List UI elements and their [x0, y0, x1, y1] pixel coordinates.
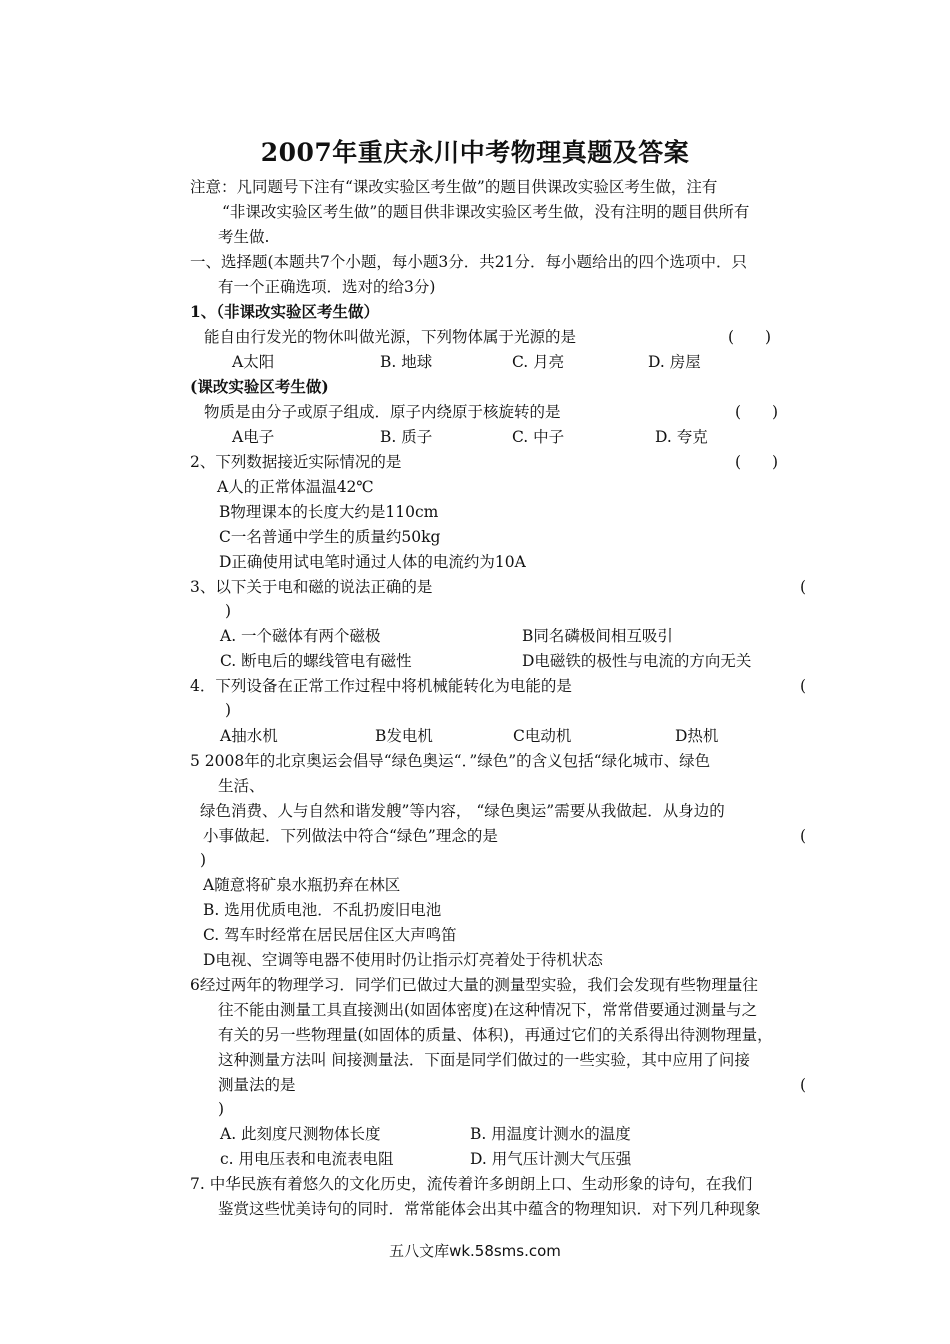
q3-paren-open: ( — [800, 578, 807, 596]
q6-option-a: A. 此刻度尺测物体长度 — [220, 1125, 381, 1143]
q1-option-c: C. 月亮 — [512, 353, 565, 371]
q5-line-1: 5 2008年的北京奥运会倡导“绿色奥运“．”绿色”的含义包括“绿化城市、绿色 — [190, 752, 711, 770]
q6-line-1: 6经过两年的物理学习．同学们已做过大量的测量型实验，我们会发现有些物理量往 — [190, 976, 758, 994]
q1-stem: 能自由行发光的物休叫做光源，下列物体属于光源的是 — [204, 328, 577, 346]
q2-option-b: B物理课本的长度大约是110cm — [219, 503, 439, 521]
notice-line-3: 考生做. — [218, 228, 270, 246]
q5-paren-open: ( — [800, 827, 807, 845]
q5-option-c: C. 驾车时经常在居民居住区大声鸣笛 — [203, 926, 457, 944]
q2-option-a: A人的正常体温温42℃ — [217, 478, 374, 496]
q2-stem: 2、下列数据接近实际情况的是 — [190, 453, 402, 471]
q5-option-d: D电视、空调等电器不使用时仍让指示灯亮着处于待机状态 — [203, 951, 603, 969]
q1-option2-b: B. 质子 — [380, 428, 433, 446]
footer-watermark: 五八文库wk.58sms.com — [389, 1242, 561, 1260]
q6-line-4: 这种测量方法叫 间接测量法．下面是同学们做过的一些实验，其中应用了问接 — [218, 1051, 750, 1069]
q5-paren-close: ) — [200, 851, 207, 869]
q6-line-2: 往不能由测量工具直接测出(如固体密度)在这种情况下，常常借要通过测量与之 — [218, 1001, 758, 1019]
q3-option-c: C. 断电后的螺线管电有磁性 — [220, 652, 412, 670]
q3-option-b: B同名磷极间相互吸引 — [522, 627, 673, 645]
q5-option-a: A随意将矿泉水瓶扔弃在林区 — [203, 876, 401, 894]
q6-paren-open: ( — [800, 1076, 807, 1094]
q1-option-a: A太阳 — [232, 353, 275, 371]
q4-option-d: D热机 — [675, 727, 719, 745]
q2-option-c: C一名普通中学生的质量约50kg — [219, 528, 441, 546]
page-title: 2007年重庆永川中考物理真题及答案 — [260, 138, 690, 167]
notice-line-1: 注意：凡同题号下注有“课改实验区考生做”的题目供课改实验区考生做，注有 — [190, 178, 718, 196]
notice-line-2: “非课改实验区考生做”的题目供非课改实验区考生做，没有注明的题目供所有 — [222, 203, 750, 221]
q4-option-a: A抽水机 — [220, 727, 278, 745]
q3-paren-close: ) — [225, 602, 232, 620]
q1-head: 1、（非课改实验区考生做） — [190, 302, 380, 321]
q4-option-b: B发电机 — [375, 727, 433, 745]
q1-option2-d: D. 夸克 — [655, 428, 708, 446]
q6-option-d: D. 用气压计测大气压强 — [470, 1150, 632, 1168]
q1-option-b: B. 地球 — [380, 353, 433, 371]
q5-option-b: B. 选用优质电池．不乱扔废旧电池 — [203, 901, 442, 919]
q1-option2-c: C. 中子 — [512, 428, 565, 446]
q1-head-2: (课改实验区考生做) — [190, 377, 329, 396]
q6-option-c: c. 用电压表和电流表电阻 — [220, 1150, 394, 1168]
q4-paren-close: ) — [225, 701, 232, 719]
q3-stem: 3、以下关于电和磁的说法正确的是 — [190, 578, 433, 596]
q1-answer-paren-2: ( ) — [735, 403, 779, 421]
q5-line-2: 生活、 — [218, 777, 265, 795]
q5-line-3: 绿色消费、人与自然和谐发艘”等内容， “绿色奥运”需要从我做起．从身边的 — [200, 802, 725, 820]
q4-paren-open: ( — [800, 677, 807, 695]
q1-answer-paren: ( ) — [728, 328, 772, 346]
section-heading-line-2: 有一个正确选项．选对的给3分) — [218, 278, 436, 296]
q2-answer-paren: ( ) — [735, 453, 779, 471]
q1-option-d: D. 房屋 — [648, 353, 701, 371]
q6-line-3: 有关的另一些物理量(如固体的质量、体积)，再通过它们的关系得出待测物理量， — [218, 1026, 773, 1044]
q6-option-b: B. 用温度计测水的温度 — [470, 1125, 631, 1143]
q7-line-1: 7. 中华民族有着悠久的文化历史，流传着许多朗朗上口、生动形象的诗句，在我们 — [190, 1175, 753, 1193]
q5-line-4: 小事做起．下列做法中符合“绿色”理念的是 — [203, 827, 498, 845]
q3-option-a: A. 一个磁体有两个磁极 — [220, 627, 381, 645]
q7-line-2: 鉴赏这些忧美诗句的同时．常常能体会出其中蕴含的物理知识．对下列几种现象 — [218, 1200, 761, 1218]
q4-stem: 4．下列设备在正常工作过程中将机械能转化为电能的是 — [190, 677, 572, 695]
q6-paren-close: ) — [218, 1100, 225, 1118]
q6-line-5: 测量法的是 — [218, 1076, 296, 1094]
q1-option2-a: A电子 — [232, 428, 275, 446]
section-heading-line-1: 一、选择题(本题共7个小题，每小题3分．共21分．每小题给出的四个选项中．只 — [190, 253, 747, 271]
q4-option-c: C电动机 — [513, 727, 572, 745]
q3-option-d: D电磁铁的极性与电流的方向无关 — [522, 652, 752, 670]
q1-stem-2: 物质是由分子或原子组成．原子内绕原于核旋转的是 — [204, 403, 561, 421]
q2-option-d: D正确使用试电笔时通过人体的电流约为10A — [219, 553, 526, 571]
